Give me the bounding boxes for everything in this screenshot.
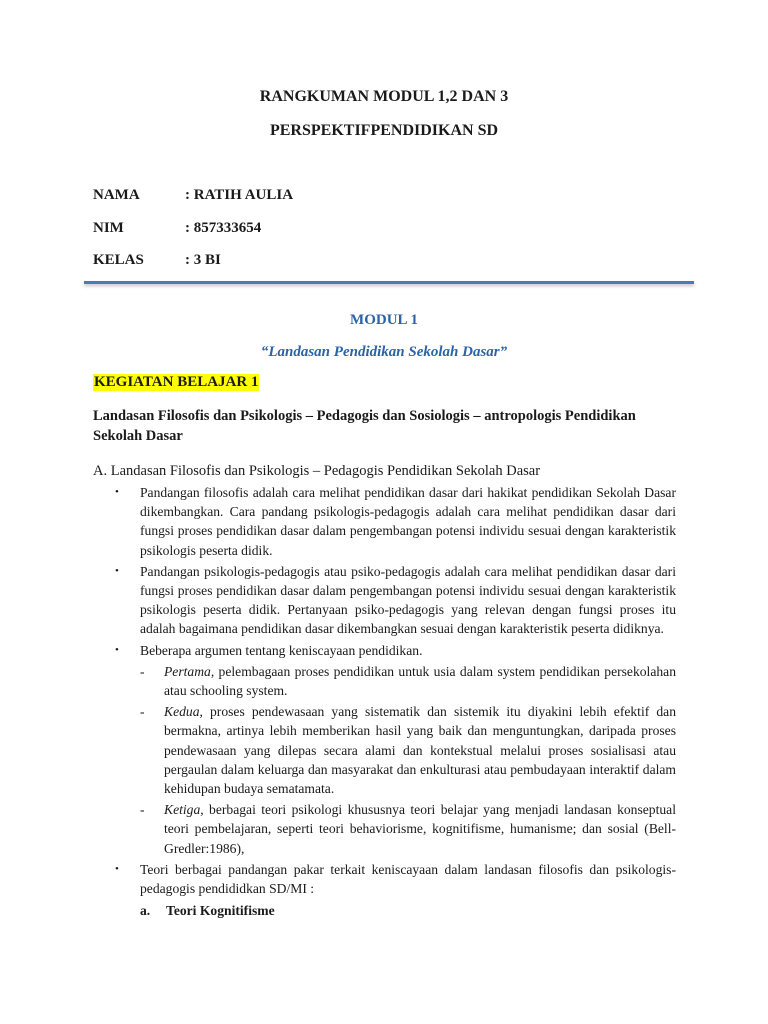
bullet-icon: • — [115, 862, 119, 875]
kegiatan-subheading: Landasan Filosofis dan Psikologis – Pedagogis dan Sosiologis – antropologis Pendidikan Sekolah Dasar — [93, 408, 636, 444]
argument-term: Kedua — [164, 704, 200, 720]
argument-item — [140, 702, 676, 798]
sub-item-label: Teori Kognitifisme — [166, 903, 275, 919]
argument-text: , proses pendewasaan yang sistematik dan sistemik itu diyakini lebih efektif dan bermakna, artinya lebih memberikan hasil yang baik dan menguntungkan, daripada proses pendewasaan yang dilepas secara alami dan kontekstual melalui proses sosialisasi atau pergaulan dalam keluarga dan masyarakat dan enkulturasi atau pembudayaan interaktif dalam kehidupan budaya sematamata. — [164, 704, 676, 797]
dash-marker: - — [140, 802, 145, 818]
identity-label: NAMA — [93, 187, 140, 203]
list-item-text: Teori berbagai pandangan pakar terkait keniscayaan dalam landasan filosofis dan psikologis-pedagogis pendididkan SD/MI : — [140, 861, 676, 897]
identity-row-nim — [93, 220, 261, 237]
sub-item-marker: a. — [140, 903, 151, 919]
argument-item — [140, 800, 676, 858]
list-item — [93, 641, 676, 858]
identity-value: : 857333654 — [185, 220, 262, 236]
identity-value: : RATIH AULIA — [185, 187, 294, 203]
argument-text: , berbagai teori psikologi khususnya teori belajar yang menjadi landasan konseptual teori pembelajaran, seperti teori behaviorisme, kognitifisme, humanisme; dan sosial (Bell-Gredler:1986), — [164, 802, 676, 856]
identity-label: NIM — [93, 220, 124, 236]
argument-item — [140, 662, 676, 700]
module-subtitle: “Landasan Pendidikan Sekolah Dasar” — [260, 344, 508, 360]
document-subtitle: PERSPEKTIFPENDIDIKAN SD — [269, 122, 499, 139]
list-item-text: Pandangan psikologis-pedagogis atau psiko-pedagogis adalah cara melihat pendidikan dasar dari fungsi proses pendidikan dasar dalam pengembangan potensi individu sesuai dengan karakteristik psikologis peserta didik. Pertanyaan psiko-pedagogis yang relevan dengan fungsi proses itu adalah bagaimana pendidikan dasar dikembangkan sesuai dengan karakteristik peserta didiknya. — [140, 563, 676, 637]
list-item — [93, 860, 676, 921]
identity-row-nama — [93, 187, 293, 204]
document-title: RANGKUMAN MODUL 1,2 DAN 3 — [259, 88, 509, 105]
identity-value: : 3 BI — [185, 252, 221, 268]
list-item — [93, 483, 676, 560]
identity-row-kelas — [93, 252, 221, 269]
header-divider — [84, 281, 694, 284]
identity-label: KELAS — [93, 252, 144, 268]
list-item-text: Pandangan filosofis adalah cara melihat pendidikan dasar dari hakikat pendidikan Sekolah Dasar dikembangkan. Cara pandang psikologis-pedagogis adalah cara melihat pendidikan dasar dari fungsi proses pendidikan dasar dalam pengembangan potensi individu sesuai dengan karakteristik psikologis peserta didik. — [140, 485, 676, 558]
argument-term: Pertama — [164, 663, 211, 679]
dash-marker: - — [140, 704, 145, 720]
module-title: MODUL 1 — [350, 312, 418, 328]
bullet-icon: • — [115, 486, 119, 498]
argument-text: , pelembagaan proses pendidikan untuk usia dalam system pendidikan persekolahan atau schooling system. — [164, 663, 676, 699]
sub-item-heading — [140, 901, 676, 920]
bullet-icon: • — [115, 564, 119, 577]
argument-term: Ketiga — [164, 802, 201, 818]
argument-list — [140, 662, 676, 858]
dash-marker: - — [140, 663, 145, 679]
bullet-icon: • — [115, 643, 119, 656]
section-a-heading: A. Landasan Filosofis dan Psikologis – Pedagogis Pendidikan Sekolah Dasar — [93, 463, 541, 479]
list-item-text: Beberapa argumen tentang keniscayaan pendidikan. — [140, 642, 423, 658]
kegiatan-heading: KEGIATAN BELAJAR 1 — [94, 374, 259, 390]
list-item — [93, 562, 676, 639]
bullet-list — [93, 483, 676, 920]
